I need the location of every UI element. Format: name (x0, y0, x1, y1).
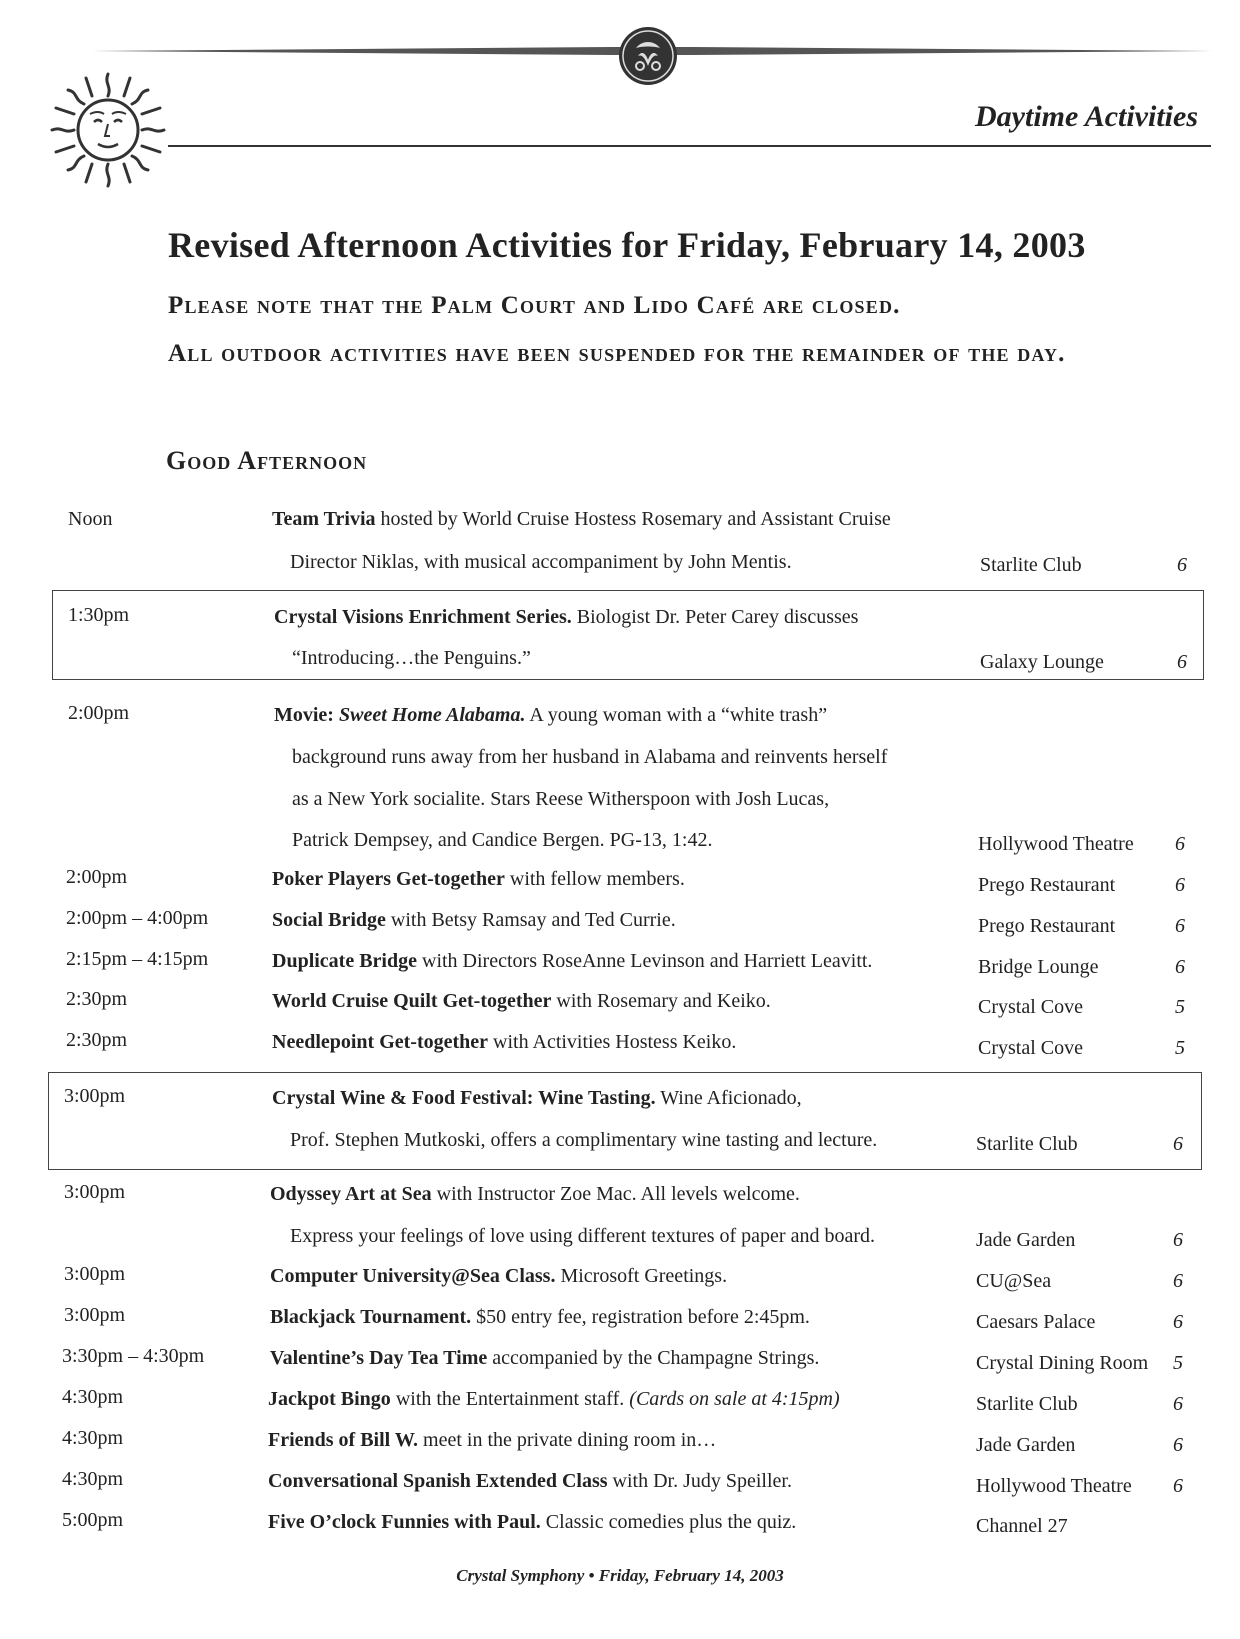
activity-detail: Wine Aficionado, (655, 1087, 802, 1109)
activity-deck: 6 (1173, 1475, 1183, 1497)
activity-title: Poker Players Get-together (272, 868, 505, 890)
activity-detail: with Directors RoseAnne Levinson and Harriett Leavitt. (417, 950, 873, 972)
activity-description (272, 508, 891, 531)
activity-description (272, 909, 676, 932)
activity-detail: accompanied by the Champagne Strings. (487, 1347, 820, 1369)
activity-description-line: “Introducing…the Penguins.” (292, 647, 531, 669)
activity-deck: 6 (1173, 1393, 1183, 1415)
notice-outdoor-suspended: All outdoor activities have been suspended for the remainder of the day. (168, 340, 1066, 367)
activity-note: (Cards on sale at 4:15pm) (624, 1388, 840, 1410)
activity-time: 3:00pm (64, 1304, 126, 1326)
header-rule (168, 145, 1211, 147)
activity-title: Social Bridge (272, 909, 386, 931)
crystal-logo-medallion-icon (618, 26, 678, 86)
activity-title: Crystal Visions Enrichment Series. (274, 606, 572, 628)
activity-venue: Bridge Lounge (978, 956, 1099, 978)
activity-time: 2:30pm (66, 1029, 128, 1051)
activity-time: Noon (68, 508, 113, 530)
activity-detail: Microsoft Greetings. (555, 1265, 728, 1287)
activity-detail: with Dr. Judy Speiller. (607, 1470, 792, 1492)
activity-title: Blackjack Tournament. (270, 1306, 472, 1328)
activity-detail: A young woman with a “white trash” (525, 704, 828, 726)
activity-description (274, 704, 827, 727)
activity-deck: 6 (1173, 1270, 1183, 1292)
activity-description (272, 868, 685, 891)
activity-deck: 5 (1173, 1352, 1183, 1374)
activity-deck: 6 (1175, 874, 1185, 896)
activity-venue: Caesars Palace (976, 1311, 1096, 1333)
activity-venue: Hollywood Theatre (978, 833, 1134, 855)
activity-description-line: Director Niklas, with musical accompaniment by John Mentis. (290, 551, 792, 573)
notice-closure: Please note that the Palm Court and Lido Café are closed. (168, 292, 901, 319)
activity-deck: 6 (1177, 554, 1187, 576)
activity-detail: hosted by World Cruise Hostess Rosemary and Assistant Cruise (375, 508, 891, 530)
activity-description (270, 1183, 800, 1206)
activity-venue: Starlite Club (976, 1393, 1078, 1415)
sun-face-icon (44, 66, 172, 194)
activity-title: Team Trivia (272, 508, 376, 530)
activity-detail: with fellow members. (504, 868, 685, 890)
activity-description (268, 1429, 716, 1452)
activity-detail: meet in the private dining room in… (418, 1429, 717, 1451)
activity-detail: with Activities Hostess Keiko. (488, 1031, 737, 1053)
activity-title: Crystal Wine & Food Festival: Wine Tasting. (272, 1087, 656, 1109)
activity-description-line: Express your feelings of love using different textures of paper and board. (290, 1225, 876, 1247)
activity-detail: $50 entry fee, registration before 2:45pm. (471, 1306, 810, 1328)
activity-description (270, 1265, 727, 1288)
activity-detail: Biologist Dr. Peter Carey discusses (571, 606, 859, 628)
movie-title: Sweet Home Alabama. (338, 704, 526, 726)
activity-venue: Crystal Dining Room (976, 1352, 1149, 1374)
activity-detail: with the Entertainment staff. (390, 1388, 625, 1410)
activity-title: Friends of Bill W. (268, 1429, 419, 1451)
activity-title: Conversational Spanish Extended Class (268, 1470, 608, 1492)
activity-detail: with Rosemary and Keiko. (551, 990, 771, 1012)
activity-detail: with Instructor Zoe Mac. All levels welcome. (431, 1183, 800, 1205)
activity-deck: 5 (1175, 996, 1185, 1018)
activity-deck: 6 (1173, 1133, 1183, 1155)
activity-description-line: Patrick Dempsey, and Candice Bergen. PG-13, 1:42. (292, 829, 713, 851)
section-label: Daytime Activities (975, 100, 1198, 133)
activity-venue: Crystal Cove (978, 996, 1083, 1018)
page-title: Revised Afternoon Activities for Friday, February 14, 2003 (168, 225, 1086, 265)
activity-description (272, 990, 771, 1013)
activity-deck: 6 (1175, 915, 1185, 937)
activity-deck: 6 (1175, 833, 1185, 855)
activity-title: Odyssey Art at Sea (270, 1183, 432, 1205)
activity-deck: 6 (1175, 956, 1185, 978)
activity-time: 3:00pm (64, 1263, 126, 1285)
activity-description (268, 1511, 796, 1534)
activity-description-line: Prof. Stephen Mutkoski, offers a complimentary wine tasting and lecture. (290, 1129, 878, 1151)
activity-time: 3:00pm (64, 1181, 126, 1203)
activity-time: 3:00pm (64, 1085, 126, 1107)
activity-time: 1:30pm (68, 604, 130, 626)
activity-time: 2:00pm (68, 702, 130, 724)
activity-deck: 6 (1173, 1434, 1183, 1456)
activity-venue: Starlite Club (980, 554, 1082, 576)
activity-description (270, 1306, 810, 1329)
section-heading: Good Afternoon (166, 446, 368, 475)
activity-description (268, 1470, 792, 1493)
activity-deck: 6 (1177, 651, 1187, 673)
activity-venue: CU@Sea (976, 1270, 1052, 1292)
activity-title: Computer University@Sea Class. (270, 1265, 556, 1287)
activity-venue: Jade Garden (976, 1434, 1076, 1456)
activity-title: Jackpot Bingo (268, 1388, 391, 1410)
activity-venue: Prego Restaurant (978, 915, 1116, 937)
activity-venue: Channel 27 (976, 1515, 1068, 1537)
activity-title: Needlepoint Get-together (272, 1031, 489, 1053)
activity-venue: Jade Garden (976, 1229, 1076, 1251)
activity-venue: Prego Restaurant (978, 874, 1116, 896)
activity-title: World Cruise Quilt Get-together (272, 990, 552, 1012)
activity-detail: with Betsy Ramsay and Ted Currie. (385, 909, 676, 931)
activity-title: Valentine’s Day Tea Time (270, 1347, 488, 1369)
activity-time: 3:30pm – 4:30pm (62, 1345, 205, 1367)
activity-time: 4:30pm (62, 1468, 124, 1490)
activity-deck: 5 (1175, 1037, 1185, 1059)
activity-deck: 6 (1173, 1229, 1183, 1251)
page-footer: Crystal Symphony • Friday, February 14, 2003 (456, 1566, 784, 1585)
activity-time: 4:30pm (62, 1386, 124, 1408)
activity-description (274, 606, 858, 629)
activity-title: Five O’clock Funnies with Paul. (268, 1511, 541, 1533)
activity-detail: Classic comedies plus the quiz. (540, 1511, 797, 1533)
activity-description (272, 1031, 736, 1054)
activity-time: 5:00pm (62, 1509, 124, 1531)
activity-description-line: background runs away from her husband in Alabama and reinvents herself (292, 746, 888, 768)
activity-description (272, 1087, 802, 1110)
activity-venue: Hollywood Theatre (976, 1475, 1132, 1497)
activity-title: Movie: (274, 704, 334, 726)
activity-time: 2:00pm – 4:00pm (66, 907, 209, 929)
activity-time: 4:30pm (62, 1427, 124, 1449)
activity-venue: Starlite Club (976, 1133, 1078, 1155)
activity-time: 2:15pm – 4:15pm (66, 948, 209, 970)
activity-deck: 6 (1173, 1311, 1183, 1333)
activity-time: 2:00pm (66, 866, 128, 888)
activity-description (270, 1347, 819, 1370)
activity-description (268, 1388, 840, 1411)
activity-venue: Galaxy Lounge (980, 651, 1104, 673)
activity-venue: Crystal Cove (978, 1037, 1083, 1059)
activity-title: Duplicate Bridge (272, 950, 417, 972)
activity-time: 2:30pm (66, 988, 128, 1010)
activity-description-line: as a New York socialite. Stars Reese Witherspoon with Josh Lucas, (292, 788, 830, 810)
activity-description (272, 950, 872, 973)
